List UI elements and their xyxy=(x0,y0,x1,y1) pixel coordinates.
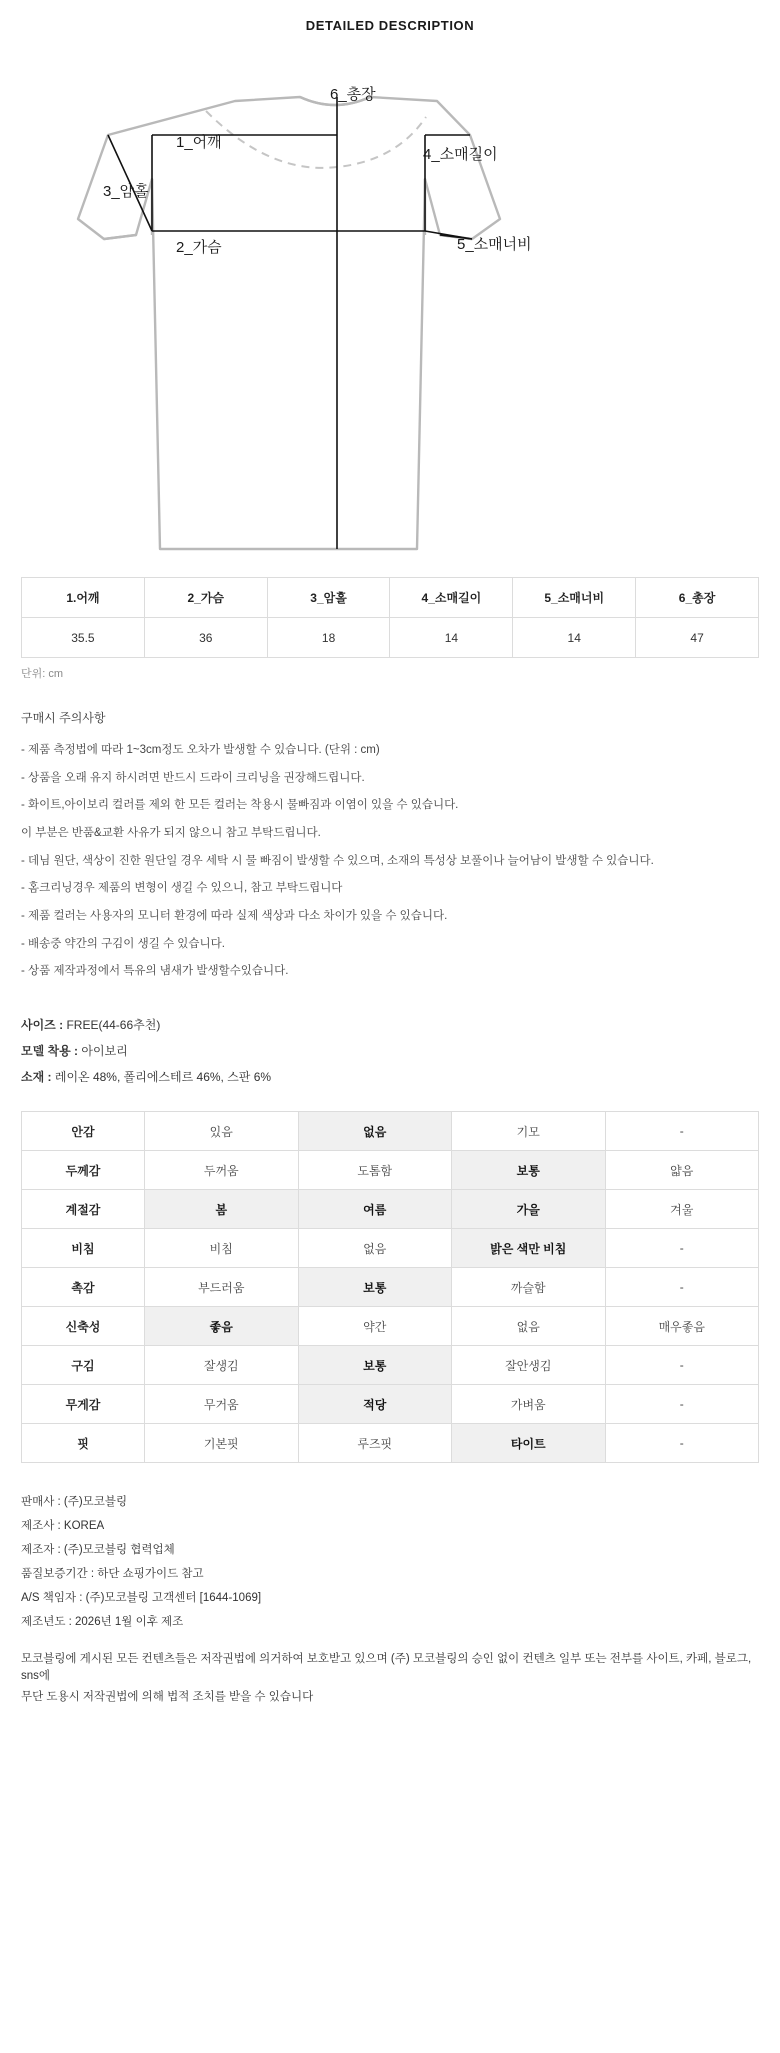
attribute-row xyxy=(22,1190,759,1229)
attribute-label: 무게감 xyxy=(22,1385,145,1424)
seller-info-section xyxy=(21,1493,759,1629)
attribute-option: 없음 xyxy=(298,1112,452,1151)
attribute-option: 잘안생김 xyxy=(452,1346,606,1385)
measurement-value: 14 xyxy=(513,618,636,658)
attribute-table xyxy=(21,1111,759,1463)
notice-line: - 상품을 오래 유지 하시려면 반드시 드라이 크리닝을 권장해드립니다. xyxy=(21,771,365,784)
attribute-label: 계절감 xyxy=(22,1190,145,1229)
garment-outline-svg xyxy=(0,39,780,559)
attribute-row xyxy=(22,1229,759,1268)
attribute-option: - xyxy=(605,1268,759,1307)
attribute-option: 없음 xyxy=(298,1229,452,1268)
attribute-label: 비침 xyxy=(22,1229,145,1268)
measurement-value: 18 xyxy=(267,618,390,658)
spec-material-value: 레이온 48%, 폴리에스테르 46%, 스판 6% xyxy=(51,1070,272,1085)
attribute-option: 루즈핏 xyxy=(298,1424,452,1463)
attribute-option: - xyxy=(605,1385,759,1424)
footer-line: 제조자 : (주)모코블링 협력업체 xyxy=(21,1544,175,1557)
attribute-option: 얇음 xyxy=(605,1151,759,1190)
attribute-label: 신축성 xyxy=(22,1307,145,1346)
measurement-value: 14 xyxy=(390,618,513,658)
purchase-notice-title: 구매시 주의사항 xyxy=(21,711,106,725)
attribute-row xyxy=(22,1268,759,1307)
attribute-row xyxy=(22,1307,759,1346)
measurement-value: 36 xyxy=(144,618,267,658)
spec-material xyxy=(21,1068,759,1085)
attribute-option: 좋음 xyxy=(145,1307,299,1346)
attribute-option: 보통 xyxy=(452,1151,606,1190)
attribute-option: 부드러움 xyxy=(145,1268,299,1307)
footer-line: 판매사 : (주)모코블링 xyxy=(21,1496,128,1509)
spec-size-value: FREE(44-66추천) xyxy=(63,1018,161,1033)
attribute-row xyxy=(22,1385,759,1424)
attribute-option: 약간 xyxy=(298,1307,452,1346)
attribute-option: 두꺼움 xyxy=(145,1151,299,1190)
attribute-option: 보통 xyxy=(298,1268,452,1307)
footer-line: 품질보증기간 : 하단 쇼핑가이드 참고 xyxy=(21,1568,204,1581)
footer-line: A/S 책임자 : (주)모코블링 고객센터 [1644-1069] xyxy=(21,1592,262,1605)
notice-line: - 홈크리닝경우 제품의 변형이 생길 수 있으니, 참고 부탁드립니다 xyxy=(21,882,343,895)
attribute-option: 타이트 xyxy=(452,1424,606,1463)
notice-line: - 제품 측정법에 따라 1~3cm정도 오차가 발생할 수 있습니다. (단위 : cm) xyxy=(21,744,380,756)
attribute-label: 구김 xyxy=(22,1346,145,1385)
attribute-option: 없음 xyxy=(452,1307,606,1346)
diagram-label-total-length: 6_총장 xyxy=(330,86,376,103)
attribute-option: 있음 xyxy=(145,1112,299,1151)
attribute-option: 기본핏 xyxy=(145,1424,299,1463)
measurement-column-header: 6_총장 xyxy=(636,578,759,618)
attribute-option: - xyxy=(605,1112,759,1151)
attribute-row xyxy=(22,1424,759,1463)
table-header-row xyxy=(22,578,759,618)
attribute-option: 가을 xyxy=(452,1190,606,1229)
attribute-option: - xyxy=(605,1346,759,1385)
diagram-label-armhole: 3_암홀 xyxy=(103,183,149,200)
product-spec-section xyxy=(21,1016,759,1085)
attribute-option: 도톰함 xyxy=(298,1151,452,1190)
measurement-column-header: 2_가슴 xyxy=(144,578,267,618)
attribute-option: 적당 xyxy=(298,1385,452,1424)
garment-measurement-diagram xyxy=(0,39,780,559)
attribute-option: - xyxy=(605,1229,759,1268)
diagram-label-chest: 2_가슴 xyxy=(176,239,222,256)
notice-line: 이 부분은 반품&교환 사유가 되지 않으니 참고 부탁드립니다. xyxy=(21,827,321,840)
notice-line: - 상품 제작과정에서 특유의 냄새가 발생할수있습니다. xyxy=(21,965,289,978)
measurement-column-header: 5_소매너비 xyxy=(513,578,636,618)
measurement-value: 47 xyxy=(636,618,759,658)
attribute-option: 매우좋음 xyxy=(605,1307,759,1346)
page-title: DETAILED DESCRIPTION xyxy=(305,18,475,33)
attribute-option: 밝은 색만 비침 xyxy=(452,1229,606,1268)
attribute-label: 촉감 xyxy=(22,1268,145,1307)
attribute-option: 무거움 xyxy=(145,1385,299,1424)
attribute-option: - xyxy=(605,1424,759,1463)
measurement-column-header: 1.어깨 xyxy=(22,578,145,618)
spec-size-key: 사이즈 : xyxy=(21,1018,64,1033)
attribute-option: 겨울 xyxy=(605,1190,759,1229)
attribute-option: 기모 xyxy=(452,1112,606,1151)
spec-size xyxy=(21,1016,759,1033)
spec-model-key: 모델 착용 : xyxy=(21,1044,79,1059)
copyright-line: 모코블링에 게시된 모든 컨텐츠들은 저작권법에 의거하여 보호받고 있으며 (주) 모코블링의 승인 없이 컨텐츠 일부 또는 전부를 사이트, 카페, 블로그, sns에 xyxy=(21,1653,752,1682)
spec-model xyxy=(21,1042,759,1059)
attribute-label: 두께감 xyxy=(22,1151,145,1190)
attribute-option: 까슬함 xyxy=(452,1268,606,1307)
attribute-option: 여름 xyxy=(298,1190,452,1229)
attribute-row xyxy=(22,1346,759,1385)
measurement-unit-note: 단위: cm xyxy=(21,668,64,680)
measurement-table xyxy=(21,577,759,658)
footer-line: 제조년도 : 2026년 1월 이후 제조 xyxy=(21,1616,184,1629)
attribute-option: 비침 xyxy=(145,1229,299,1268)
attribute-option: 보통 xyxy=(298,1346,452,1385)
spec-material-key: 소재 : xyxy=(21,1070,52,1085)
attribute-option: 봄 xyxy=(145,1190,299,1229)
attribute-row xyxy=(22,1112,759,1151)
attribute-label: 핏 xyxy=(22,1424,145,1463)
diagram-label-shoulder: 1_어깨 xyxy=(176,134,222,151)
measurement-column-header: 4_소매길이 xyxy=(390,578,513,618)
notice-line: - 데님 원단, 색상이 진한 원단일 경우 세탁 시 물 빠짐이 발생할 수 있으며, 소재의 특성상 보풀이나 늘어남이 발생할 수 있습니다. xyxy=(21,854,654,867)
table-row xyxy=(22,618,759,658)
notice-line: - 제품 컬러는 사용자의 모니터 환경에 따라 실제 색상과 다소 차이가 있을 수 있습니다. xyxy=(21,910,448,923)
attribute-option: 가벼움 xyxy=(452,1385,606,1424)
diagram-label-sleeve-length: 4_소매길이 xyxy=(423,146,498,163)
measurement-value: 35.5 xyxy=(22,618,145,658)
attribute-row xyxy=(22,1151,759,1190)
attribute-option: 잘생김 xyxy=(145,1346,299,1385)
purchase-notice-section xyxy=(21,709,759,980)
notice-line: - 배송중 약간의 구김이 생길 수 있습니다. xyxy=(21,937,225,950)
notice-line: - 화이트,아이보리 컬러를 제외 한 모든 컬러는 착용시 물빠짐과 이염이 있을 수 있습니다. xyxy=(21,799,459,812)
spec-model-value: 아이보리 xyxy=(78,1044,128,1059)
copyright-section xyxy=(21,1651,759,1706)
measurement-column-header: 3_암홀 xyxy=(267,578,390,618)
attribute-label: 안감 xyxy=(22,1112,145,1151)
diagram-label-sleeve-width: 5_소매너비 xyxy=(457,236,532,253)
footer-line: 제조사 : KOREA xyxy=(21,1520,105,1533)
copyright-line: 무단 도용시 저작권법에 의해 법적 조치를 받을 수 있습니다 xyxy=(21,1691,314,1704)
